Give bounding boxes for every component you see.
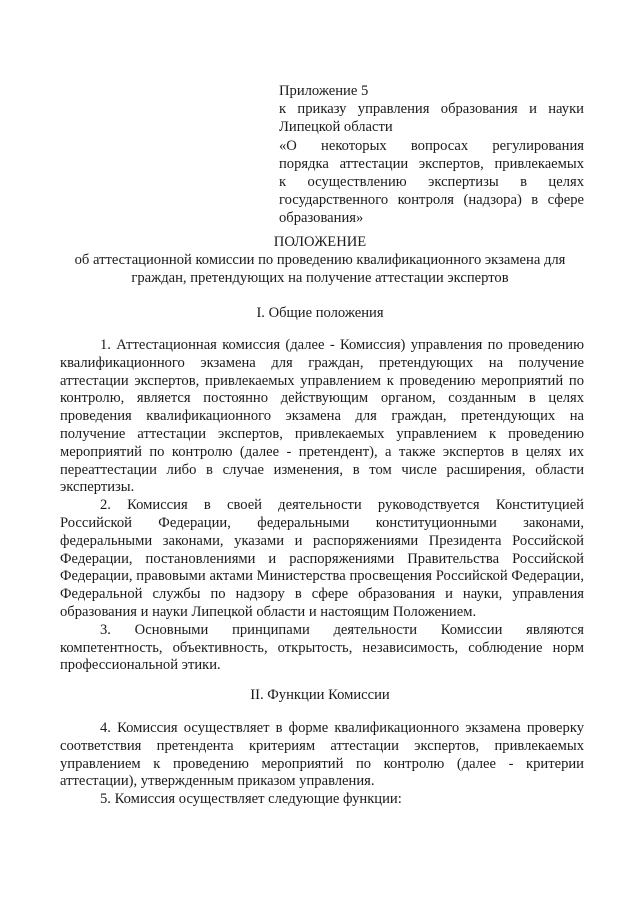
paragraph: 1. Аттестационная комиссия (далее - Комиссия) управления по проведению квалификационного экзамена для граждан, претендующих на получение аттестации экспертов, привлекаемых управлением к проведению мероприятий по контролю, является постоянно действующим органом, созданным в целях проведения квалификационного экзамена для граждан, претендующих на получение аттестации экспертов, привлекаемых управлением к проведению мероприятий по контролю (далее - претендент), а также экспертов в целях их переаттестации либо в случае изменения, в том числе расширения, области экспертизы. — [60, 337, 584, 496]
paragraph: 2. Комиссия в своей деятельности руководствуется Конституцией Российской Федерации, федеральными конституционными законами, федеральными законами, указами и распоряжениями Президента Российской Федерации, постановлениями и распоряжениями Правительства Российской Федерации, правовыми актами Министерства просвещения Российской Федерации, Федеральной службы по надзору в сфере образования и науки, управления образования и науки Липецкой области и настоящим Положением. — [60, 497, 584, 620]
appendix-line: к приказу управления образования и науки — [279, 101, 584, 118]
section-1-body — [60, 337, 584, 675]
paragraph: 5. Комиссия осуществляет следующие функции: — [100, 791, 402, 808]
paragraph: 4. Комиссия осуществляет в форме квалификационного экзамена проверку соответствия претендента критериям аттестации экспертов, привлекаемых управлением к проведению мероприятий по контролю (далее - критерии аттестации), утвержденным приказом управления. — [60, 720, 584, 790]
appendix-line: порядка аттестации экспертов, привлекаемых — [279, 155, 584, 172]
appendix-line: образования» — [279, 210, 364, 227]
appendix-line: государственного контроля (надзора) в сфере — [279, 192, 584, 209]
paragraph: 3. Основными принципами деятельности Комиссии являются компетентность, объективность, открытость, независимость, соблюдение норм профессиональной этики. — [60, 621, 584, 674]
appendix-line: к осуществлению экспертизы в целях — [279, 174, 584, 191]
section-2-body — [60, 720, 584, 809]
section-heading: I. Общие положения — [256, 305, 384, 321]
appendix-line: «О некоторых вопросах регулирования — [279, 137, 584, 154]
document-subtitle: граждан, претендующих на получение аттестации экспертов — [131, 270, 509, 286]
appendix-line: Приложение 5 — [279, 83, 369, 99]
document-subtitle: об аттестационной комиссии по проведению квалификационного экзамена для — [74, 252, 566, 268]
document-title: ПОЛОЖЕНИЕ — [273, 234, 367, 250]
appendix-block — [279, 82, 584, 228]
appendix-line: Липецкой области — [279, 119, 393, 136]
section-heading: II. Функции Комиссии — [250, 687, 390, 703]
